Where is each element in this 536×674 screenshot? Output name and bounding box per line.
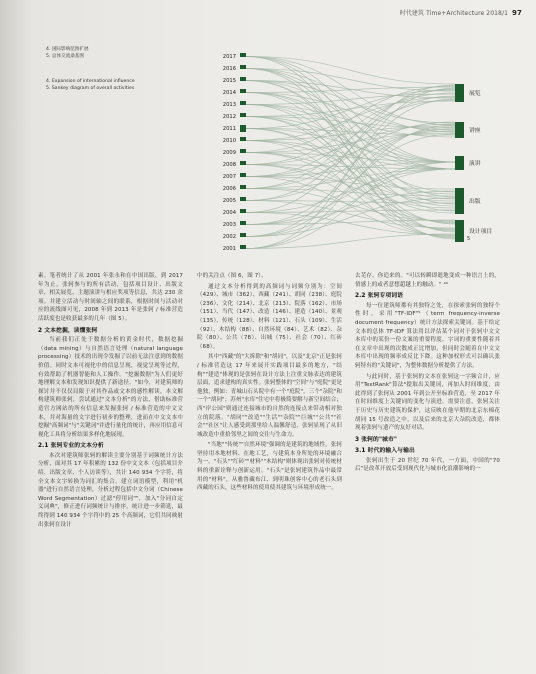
flow-link: [246, 69, 455, 205]
caption-line: 5. Sankey diagram of overall activities: [46, 86, 135, 91]
year-node-bar: [240, 233, 246, 237]
flow-link: [246, 101, 455, 117]
category-node-bar: [455, 84, 464, 102]
year-node-bar: [240, 125, 246, 132]
category-label: 展览: [469, 91, 481, 97]
flow-link: [246, 57, 455, 126]
year-node-bar: [240, 221, 246, 225]
section-heading: 2 文本挖掘，读懂张轲: [38, 327, 98, 334]
year-label: 2012: [222, 114, 236, 120]
paragraph: 素。笔者统计了从 2001 年张永和在中国出版，到 2017 年为止，张轲参与的所有活动，包括项目设计、出版文章、相关展览、主题演讲与相应奖项等信息，共达 230 余项。并建立活动与时间轴之间的联系，根据时间与活动对应的流线图可见，2008 年到 2013 年是张轲 / 标准营造活跃度也是收获最多的几年（图 5）。: [38, 273, 183, 322]
year-label: 2015: [222, 78, 236, 84]
year-label: 2004: [222, 210, 236, 216]
year-node-bar: [240, 209, 246, 213]
year-node-bar: [240, 101, 246, 105]
category-node-bar: [455, 122, 464, 138]
flow-link: [246, 198, 455, 237]
text-column-right: [355, 272, 500, 476]
year-node-bar: [240, 245, 246, 249]
year-label: 2005: [222, 198, 236, 204]
figure-caption-en: [46, 78, 135, 92]
paragraph: 与此同时，基于张轲的文本在张轲这一字频合计，应用"TextRank"算法⁶提取出关键词，再加入时间维度，由此得到了张轲从 2001 年到公开至标准营造，至 2017 年在时间维度上关键词的变化与演进。需要注意，张轲关注于历史与历史建筑的保护，这反映在他早期的北京东棉花胡同 15 号改造之中，以及后来的北京大杂院改造，都体现着张轲与遗产的友好对话。: [355, 373, 500, 432]
year-label: 2006: [222, 186, 236, 192]
year-label: 2014: [222, 90, 236, 96]
paragraph: 去芜存，你追来的。"可以转瞬即逝地变成一种语言上的，情感上的或者意想超越上的触动。" ⁴⁰: [355, 273, 500, 288]
figure-caption-cn: [46, 46, 89, 60]
figure-number-label: 5: [467, 236, 471, 242]
section-heading: 3.1 时代的输入与输出: [355, 448, 415, 455]
caption-line: 5. 总体交流桑基图: [46, 54, 85, 59]
caption-line: 4. 国际影响范围扩展: [46, 47, 89, 52]
category-node-bar: [455, 220, 464, 242]
text-column-middle: [197, 272, 342, 495]
paragraph: 张轲出生于 20 世纪 70 年代，一方面，中国的"70后"是改革开放后受到现代化与城市化浪潮影响的一: [355, 457, 500, 473]
page-number: 97: [512, 9, 522, 17]
year-label: 2003: [222, 222, 236, 228]
year-node-bar: [240, 185, 246, 189]
year-node-bar: [240, 173, 246, 177]
text-column-left: [38, 272, 183, 531]
section-heading: 2.1 张轲专业的文本分析: [38, 443, 104, 450]
paragraph: 其中"西藏"的"大拆除"和"胡同"，以及"北京"正是张轲 / 标准营造这 17 年来展开实践项目最多的地方，"结构""建造"体现的是张轲在设计方法上注重文脉表达的建筑层面，追求建构的真实性。张轲整体的"空间"与"庭院"更是他独，例如：青城山石头院中有一个"庭院"，三个"杂院"和一个"胡同"；苏州"水库"住宅中将极简要解与新空间结合；西"岸公园"则通过连接城市的自然的连接点来带动相对独立的院落。"胡同""改造""生活""杂院""巨城""公共""社会""社区"让人感受到那里给人温馨舒适，张轲显现了从旧城改造中重拾邻里之间的交往与生命力。: [197, 354, 342, 438]
year-label: 2001: [222, 246, 236, 252]
year-node-bar: [240, 137, 246, 141]
year-label: 2008: [222, 162, 236, 168]
year-node-bar: [240, 65, 246, 69]
section-heading: 2.2 张轲专项词语: [355, 293, 404, 300]
paragraph: 当前我们正处于数据分析的黄金时代，数据挖掘（data mining）与自然语言处理（natural language processing）技术的出现令发掘了以前无法注意到的数据价值。同时文本可视化中的信息呈现，视觉呈现等过程，有效帮助了机器智能和人工操作。"挖掘数据"为人们更好地理解文本和发现知识提供了新途径。"如今，对建筑师的探讨并不仅仅局限于对其作品或文本的感性解读，本文解构建筑师张轲，尝试通过"文本分析"的方法，借助标准营造官方网站的所有信息来发掘张轲 / 标准营造的中文文本，并对海量的文字进行初步的整理，进而在中文文本中挖掘"高频词"与"关键词"并进行量化的统计，再应用信息可视化工具将分析结果多样化地展现。: [38, 337, 183, 438]
paragraph: 本次对建筑师张轲的解读主要分别基于词频统计方法分析，面对其 17 年积累的 132 份中文文本（包括项目介绍、出版文章、个人访谈等），共计 140 934 个字符，将全文本文字转换为词汇的集合，建立词语模型，利用"机器"进行自然语言处理，分析过程包括中文分词（Chinese Word Segmentation）过滤"停用词""，加入"分词自定义词典"，修正进行词频统计与排序，统计进一步筛选，最终得到 140 934 个字符中的 25 个高频词，它们共同映射出张轲在设计: [38, 452, 183, 528]
running-header: [400, 8, 522, 17]
year-label: 2007: [222, 174, 236, 180]
paragraph: 每一位建筑师都有其独特之处，在探索张轲的独特个性时，采用"TF-IDF"⁵（term frequency-inverse document frequency）统计方法探索关键词。基于给定文本的总体 TF-IDF 算法用以评估某个词对于张轲中文文本库中的某份一份文案的重要程度。字词的重要性随着其在文章中出现的次数成正比增加，但同时会随着在中文文本库中出现的频率成反比下降。这种加权形式可以确认张轲特有的"关键词"，为整体数据分析提供了方法。: [355, 302, 500, 369]
year-node-bar: [240, 197, 246, 201]
sankey-diagram: [200, 42, 500, 262]
year-node-bar: [240, 77, 246, 81]
paragraph: 中的关注点（图 6，图 7）。: [197, 273, 267, 279]
year-node-bar: [240, 161, 246, 165]
year-label: 2002: [222, 234, 236, 240]
year-node-bar: [240, 53, 246, 57]
category-label: 设计项目: [469, 229, 493, 235]
caption-line: 4. Expansion of international influence: [46, 79, 135, 84]
year-label: 2016: [222, 66, 236, 72]
section-heading: 3 张轲的"城市": [355, 436, 397, 443]
year-label: 2010: [222, 138, 236, 144]
journal-title: 时代建筑 Time+Architecture 2018/1: [399, 10, 509, 17]
category-label: 演讲: [469, 161, 481, 167]
year-node-bar: [240, 89, 246, 93]
flow-link: [246, 125, 455, 249]
paragraph: "当地""传统""自然环境"强调的是建筑的地域性，张轲坚持用本地材料、在地工艺，与建筑本身所处的环境融合为一。"石头""红砖""材料""木结构"则体现出张轲对传统材料的重新诠释与创新运用。"石头"是张轲建筑作品中最常用的"材料"，从雅鲁藏布江、到明珠创客中心的老石头到西藏的石头，这些材料的使用使其建筑与环境形成统一。: [197, 442, 342, 492]
category-node-bar: [455, 188, 464, 214]
year-label: 2011: [222, 126, 236, 132]
year-label: 2013: [222, 102, 236, 108]
paragraph: 通过文本分析得到的高频词与词频分别为：空间（429）、城市（362）、西藏（241）、胡同（238）、庭院（236）、文化（214）、北京（213）、院落（162）、市场（151）、当代（147）、改造（146）、建造（140）、景观（135）、传统（128）、材料（121）、石头（109）、生活（92）、木结构（88）、自然环境（84）、艺术（82）、杂院（80）、公共（78）、出城（75）、社会（70）、红砖（68）。: [197, 283, 342, 350]
year-node-bar: [240, 113, 246, 117]
year-node-bar: [240, 149, 246, 153]
category-node-bar: [455, 156, 464, 170]
flow-link: [246, 234, 455, 249]
year-label: 2017: [222, 54, 236, 60]
category-label: 出版: [469, 199, 481, 205]
category-label: 讲座: [469, 128, 481, 134]
year-label: 2009: [222, 150, 236, 156]
